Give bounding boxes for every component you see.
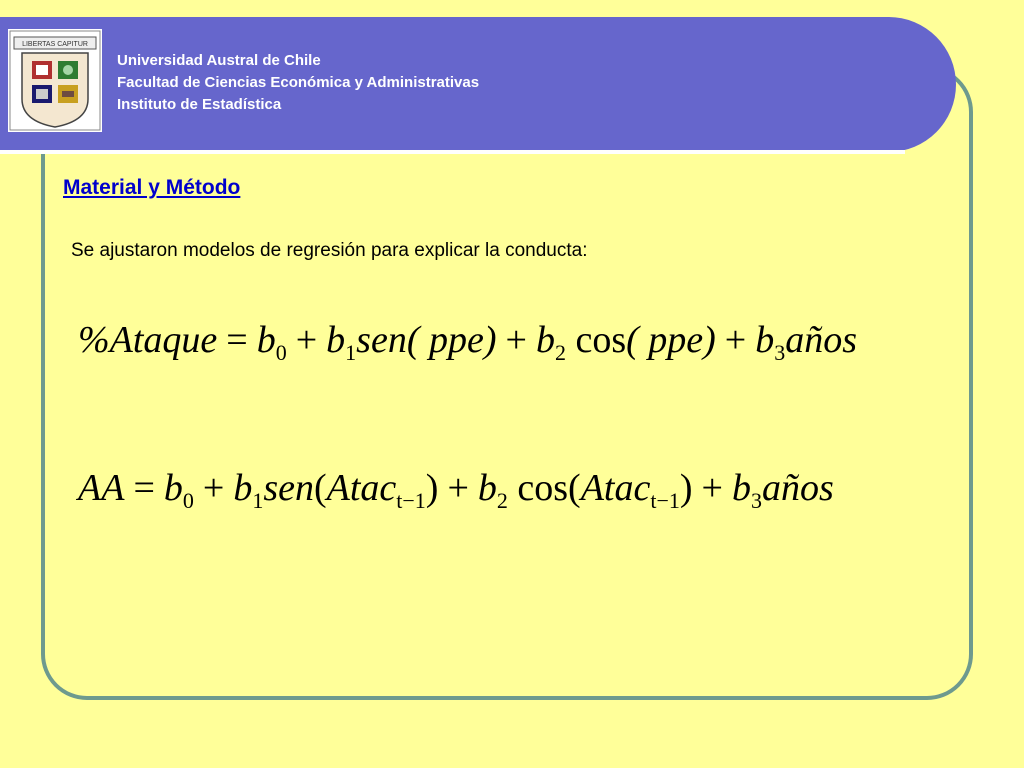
eq2-close1: ): [425, 467, 439, 509]
eq1-plus1: +: [295, 319, 318, 361]
eq1-arg2: ( ppe): [626, 319, 716, 361]
eq2-lag1: t−1: [396, 488, 426, 513]
eq1-sub2: 2: [554, 340, 566, 365]
eq1-equals: =: [226, 319, 248, 361]
eq2-open1: (: [313, 467, 327, 509]
intro-text: Se ajustaron modelos de regresión para explicar la conducta:: [71, 240, 588, 261]
eq2-plus3: +: [701, 467, 723, 509]
eq1-plus2: +: [505, 319, 527, 361]
eq1-b0: b: [256, 319, 276, 361]
eq1-arg1: ( ppe): [406, 319, 497, 361]
eq2-sub3: 3: [750, 488, 762, 513]
university-name: Universidad Austral de Chile: [117, 52, 321, 69]
eq1-b2: b: [535, 319, 555, 361]
eq1-sen: sen: [356, 319, 407, 361]
eq2-open2: (: [568, 467, 581, 509]
eq2-atac1: Atac: [326, 467, 397, 509]
eq2-cos: cos: [517, 467, 569, 509]
eq2-sub0: 0: [182, 488, 194, 513]
faculty-name: Facultad de Ciencias Económica y Administrativas: [117, 74, 480, 91]
eq2-atac2: Atac: [580, 467, 651, 509]
institute-name: Instituto de Estadística: [117, 96, 282, 113]
equation-aa: [78, 466, 834, 514]
header-divider: [0, 150, 905, 154]
eq1-plus3: +: [724, 319, 747, 361]
eq2-b3: b: [731, 467, 751, 509]
eq2-lag2: t−1: [650, 488, 680, 513]
eq1-anos: años: [785, 319, 858, 361]
header-text: [117, 50, 479, 116]
equation-ataque: [78, 318, 857, 366]
eq1-b3: b: [755, 319, 775, 361]
university-logo: [8, 29, 102, 132]
content-frame: [41, 66, 973, 700]
eq2-b2: b: [477, 467, 497, 509]
eq2-sen: sen: [263, 467, 314, 509]
eq2-plus1: +: [202, 467, 225, 509]
eq2-b0: b: [163, 467, 183, 509]
section-title: Material y Método: [63, 176, 241, 199]
eq2-lhs: AA: [78, 467, 125, 509]
svg-text:LIBERTAS CAPITUR: LIBERTAS CAPITUR: [22, 41, 88, 48]
eq1-b1: b: [326, 319, 346, 361]
eq1-cos: cos: [575, 319, 627, 361]
eq2-sub2: 2: [496, 488, 508, 513]
eq1-lhs: %Ataque: [78, 319, 218, 361]
eq2-anos: años: [761, 467, 834, 509]
eq2-plus2: +: [447, 467, 469, 509]
eq1-sub1: 1: [345, 340, 357, 365]
eq2-b1: b: [233, 467, 253, 509]
eq2-sub1: 1: [252, 488, 264, 513]
eq2-close2: ): [679, 467, 693, 509]
eq1-sub3: 3: [774, 340, 786, 365]
eq2-equals: =: [133, 467, 155, 509]
eq1-sub0: 0: [275, 340, 287, 365]
